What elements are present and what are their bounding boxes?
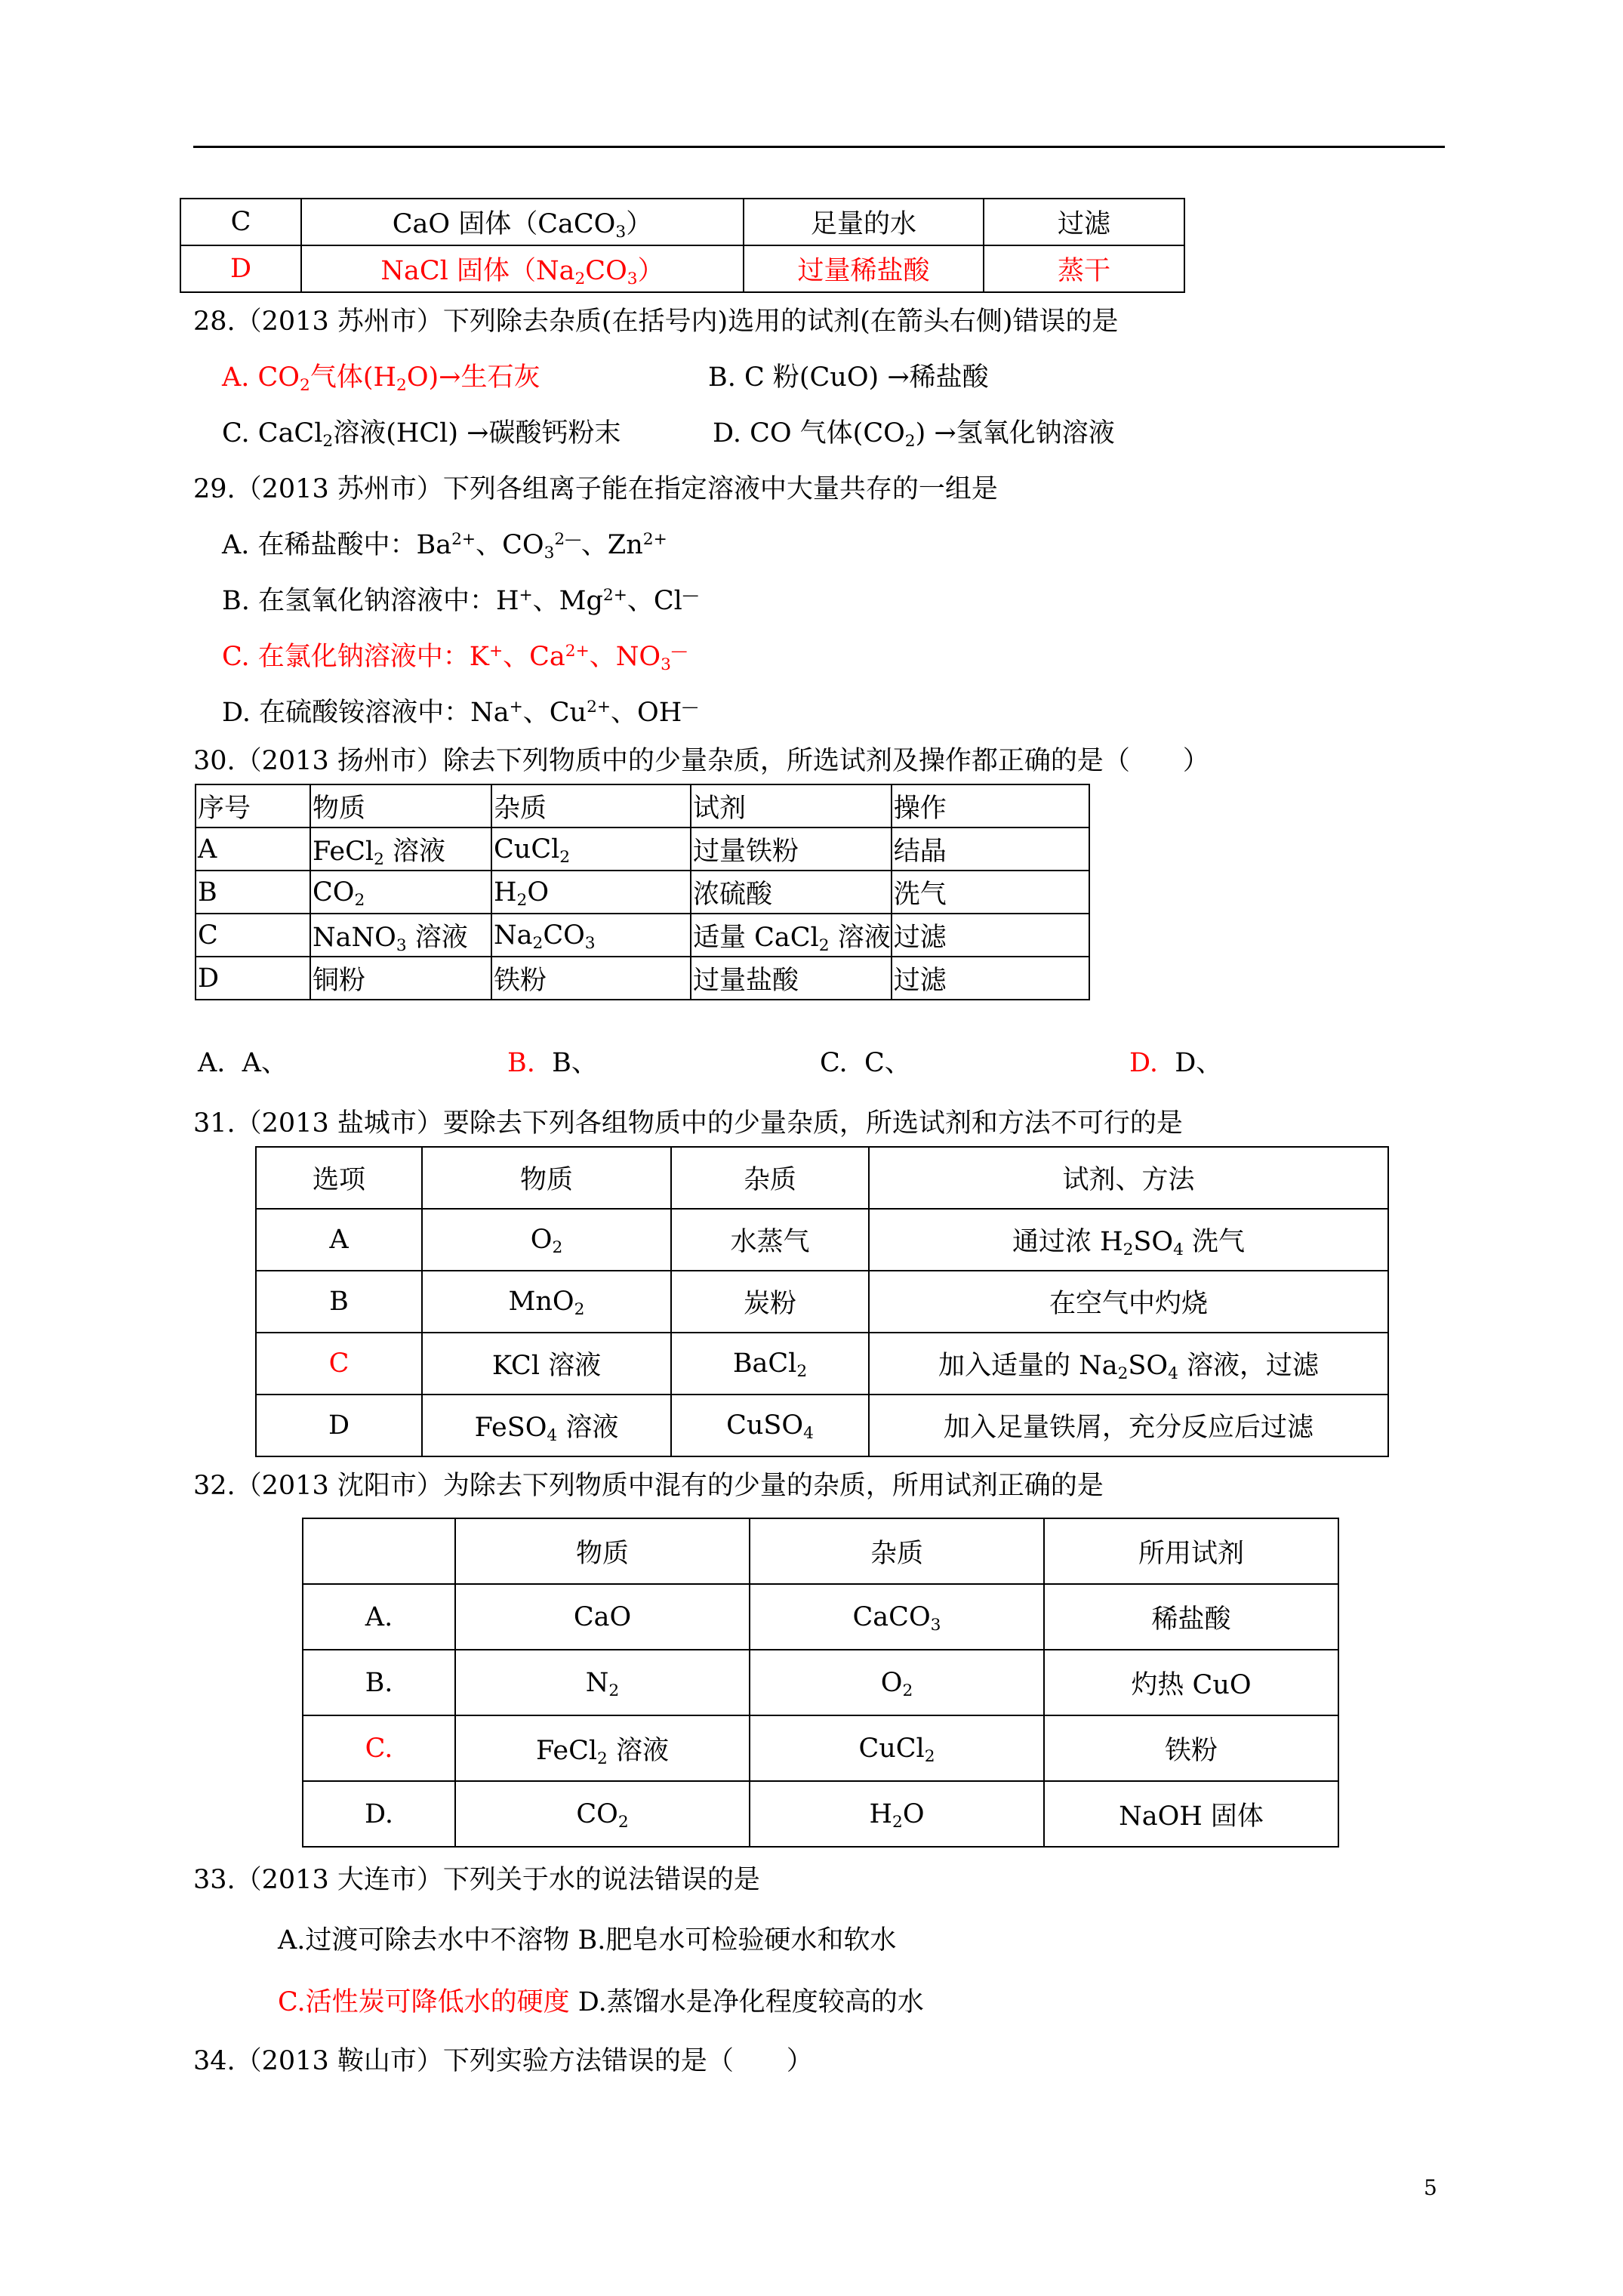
question-32-stem: 32.（2013 沈阳市）为除去下列物质中混有的少量的杂质，所用试剂正确的是 [193,1471,1104,1501]
q29-option-c: C. 在氯化钠溶液中：K+、$Ca^{2+}$、$NO_3^—$ [222,642,688,675]
q29-option-b: B. 在氢氧化钠溶液中：H+、$Mg^{2+}$、Cl— [222,586,699,616]
table-cell: KCl 溶液 [422,1333,671,1395]
cell-method: 蒸干 [984,245,1184,292]
choice-letter: C. [820,1048,848,1078]
choice-letter: D. [1129,1048,1158,1078]
table-cell: 适量 CaCl$_2$ 溶液 [691,914,892,957]
header-cell: 物质 [310,784,491,827]
q33-options-ab: A.过渡可除去水中不溶物 B.肥皂水可检验硬水和软水 [278,1925,897,1955]
cell-substance: CaO 固体（CaCO$_3$） [301,199,744,245]
table-cell: BaCl$_2$ [671,1333,869,1395]
table-cell: A. [303,1584,455,1650]
table-row [196,871,1089,914]
q30-table [195,784,1090,1000]
table-cell: D [196,957,310,1000]
header-cell: 物质 [455,1518,750,1584]
table-cell: 铜粉 [310,957,491,1000]
choice-letter: A. [198,1048,226,1078]
table-cell: B [196,871,310,914]
table-cell: A [196,827,310,871]
table-cell: C [256,1333,422,1395]
choice-text: A、 [242,1048,288,1078]
header-rule [193,146,1445,148]
table-cell: CaCO$_3$ [750,1584,1044,1650]
page-number: 5 [1424,2175,1437,2200]
header-cell: 试剂、方法 [869,1147,1388,1209]
q30-choice-a [198,1046,288,1080]
table-cell: $Na_2CO_3$ [491,914,691,957]
table-cell: 通过浓 $H_2SO_4$ 洗气 [869,1209,1388,1271]
table-cell: $N_2$ [455,1650,750,1715]
table-cell: 加入足量铁屑，充分反应后过滤 [869,1395,1388,1456]
header-cell: 杂质 [491,784,691,827]
table-cell: $O_2$ [750,1650,1044,1715]
table-cell: 加入适量的 $Na_2SO_4$ 溶液，过滤 [869,1333,1388,1395]
table-cell: 浓硫酸 [691,871,892,914]
table-cell: 铁粉 [491,957,691,1000]
table-cell: B [256,1271,422,1333]
q30-choice-d [1129,1046,1222,1080]
table-row [256,1209,1388,1271]
table-cell: C. [303,1715,455,1781]
table-cell: C [196,914,310,957]
q28-option-a: A. $CO_2$气体$(H_2O)\to$生石灰 [222,362,540,396]
table-cell: A [256,1209,422,1271]
table-cell: D [256,1395,422,1456]
table-cell: B. [303,1650,455,1715]
q30-choice-b [507,1046,598,1080]
table-cell: 洗气 [892,871,1089,914]
table-cell: 过滤 [892,957,1089,1000]
table-cell: FeCl$_2$ 溶液 [455,1715,750,1781]
cell-method: 过滤 [984,199,1184,245]
q28-option-c: C. CaCl$_2$溶液(HCl) →碳酸钙粉末 [222,418,621,451]
table-cell: NaOH 固体 [1044,1781,1338,1847]
question-34-stem: 34.（2013 鞍山市）下列实验方法错误的是（ ） [193,2046,813,2076]
cell-reagent: 过量稀盐酸 [744,245,984,292]
table-cell: CuCl$_2$ [750,1715,1044,1781]
question-28-stem: 28.（2013 苏州市）下列除去杂质(在括号内)选用的试剂(在箭头右侧)错误的是 [193,307,1119,337]
q28-option-b: B. C 粉(CuO) →稀盐酸 [708,362,989,393]
cell-option: D [180,245,301,292]
question-30-stem: 30.（2013 扬州市）除去下列物质中的少量杂质，所选试剂及操作都正确的是（ ） [193,746,1209,776]
question-31-stem: 31.（2013 盐城市）要除去下列各组物质中的少量杂质，所选试剂和方法不可行的是 [193,1108,1183,1139]
table-cell: $H_2O$ [750,1781,1044,1847]
table-row [303,1715,1338,1781]
table-row [303,1584,1338,1650]
q28-option-d: D. CO 气体$(CO_2)$ →氢氧化钠溶液 [713,418,1115,451]
header-cell: 试剂 [691,784,892,827]
table-cell: 水蒸气 [671,1209,869,1271]
q32-table [302,1518,1339,1848]
header-cell: 所用试剂 [1044,1518,1338,1584]
table-header-row [303,1518,1338,1584]
top-table [180,198,1185,293]
header-cell: 杂质 [671,1147,869,1209]
table-cell: FeCl$_2$ 溶液 [310,827,491,871]
table-cell: 在空气中灼烧 [869,1271,1388,1333]
table-cell: 过量盐酸 [691,957,892,1000]
table-row [256,1271,1388,1333]
q31-table [255,1146,1389,1457]
table-cell: 结晶 [892,827,1089,871]
table-row [180,245,1184,292]
q33-options-cd [278,1986,924,2019]
table-cell: 灼热 CuO [1044,1650,1338,1715]
table-cell: $CO_2$ [455,1781,750,1847]
table-row [303,1781,1338,1847]
header-cell: 物质 [422,1147,671,1209]
q33-option-d: D.蒸馏水是净化程度较高的水 [569,1987,924,2017]
cell-option: C [180,199,301,245]
q29-option-d: D. 在硫酸铵溶液中：Na+、$Cu^{2+}$、OH— [222,698,698,728]
table-row [196,957,1089,1000]
table-cell: 过量铁粉 [691,827,892,871]
table-cell: 炭粉 [671,1271,869,1333]
header-cell: 杂质 [750,1518,1044,1584]
table-row [180,199,1184,245]
table-cell: 铁粉 [1044,1715,1338,1781]
choice-text: B、 [552,1048,598,1078]
table-cell: NaNO$_3$ 溶液 [310,914,491,957]
question-33-stem: 33.（2013 大连市）下列关于水的说法错误的是 [193,1865,760,1895]
table-cell: $CO_2$ [310,871,491,914]
table-row [196,914,1089,957]
q33-option-c: C.活性炭可降低水的硬度 [278,1987,570,2017]
header-cell: 序号 [196,784,310,827]
table-cell: MnO$_2$ [422,1271,671,1333]
table-row [256,1395,1388,1456]
choice-text: C、 [864,1048,911,1078]
table-row [303,1650,1338,1715]
table-cell: 过滤 [892,914,1089,957]
table-cell: $O_2$ [422,1209,671,1271]
cell-reagent: 足量的水 [744,199,984,245]
table-cell: $H_2O$ [491,871,691,914]
table-cell: CuCl$_2$ [491,827,691,871]
header-cell [303,1518,455,1584]
table-row [256,1333,1388,1395]
table-cell: CaO [455,1584,750,1650]
table-header-row [256,1147,1388,1209]
table-row [196,827,1089,871]
q30-choice-c [820,1046,911,1080]
choice-text: D、 [1175,1048,1223,1078]
table-header-row [196,784,1089,827]
table-cell: FeSO$_4$ 溶液 [422,1395,671,1456]
q29-option-a: A. 在稀盐酸中：$Ba^{2+}$、$CO_3^{2—}$、$Zn^{2+}$ [222,530,667,563]
question-29-stem: 29.（2013 苏州市）下列各组离子能在指定溶液中大量共存的一组是 [193,474,998,504]
table-cell: 稀盐酸 [1044,1584,1338,1650]
cell-substance: NaCl 固体$(Na_2CO_3)$ [301,245,744,292]
header-cell: 操作 [892,784,1089,827]
choice-letter: B. [507,1048,535,1078]
table-cell: D. [303,1781,455,1847]
header-cell: 选项 [256,1147,422,1209]
table-cell: CuSO$_4$ [671,1395,869,1456]
